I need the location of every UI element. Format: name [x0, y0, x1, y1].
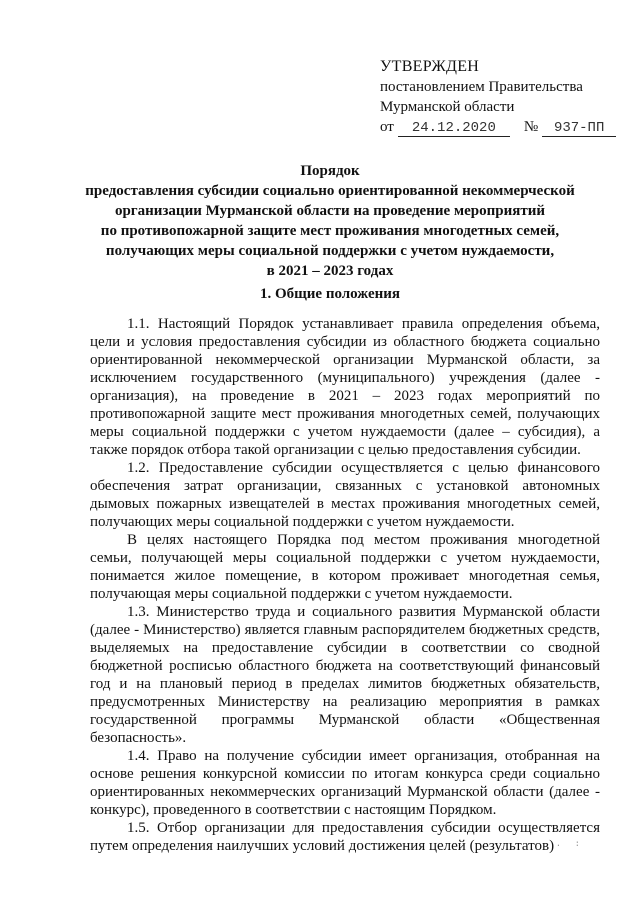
title-line-2: предоставления субсидии социально ориентированной некоммерческой [85, 183, 575, 199]
approval-line-1: постановлением Правительства [380, 79, 583, 95]
document-body [90, 315, 600, 855]
paragraph-1-2: 1.2. Предоставление субсидии осуществляется с целью финансового обеспечения затрат организации, связанных с установкой автономных дымовых пожарных извещателей в местах проживания многодетных семей, получающих меры социальной поддержки с учетом нуждаемости. [90, 460, 600, 530]
title-line-6: в 2021 – 2023 годах [266, 263, 394, 279]
paragraph-1-1: 1.1. Настоящий Порядок устанавливает правила определения объема, цели и условия предоставления субсидии из областного бюджета социально ориентированной некоммерческой организации Мурманской области, за исключением государственного (муниципального) учреждения (далее - организация), на проведение в 2021 – 2023 годах мероприятий по противопожарной защите мест проживания многодетных семей, получающих меры социальной поддержки с учетом нуждаемости (далее – субсидия), а также порядок отбора такой организации с целью предоставления субсидии. [90, 316, 600, 458]
title-line-4: по противопожарной защите мест проживания многодетных семей, [100, 223, 560, 239]
paragraph-1-5: 1.5. Отбор организации для предоставления субсидии осуществляется путем определения наилучших условий достижения целей (результатов) [90, 820, 600, 854]
paragraph-definition: В целях настоящего Порядка под местом проживания многодетной семьи, получающей меры социальной поддержки с учетом нуждаемости, понимается жилое помещение, в котором проживает многодетная семья, получающая меры социальной поддержки с учетом нуждаемости. [90, 532, 600, 602]
title-line-3: организации Мурманской области на проведение мероприятий [114, 203, 546, 219]
paragraph-1-4: 1.4. Право на получение субсидии имеет организация, отобранная на основе решения конкурсной комиссии по итогам конкурса среди социально ориентированных некоммерческих организаций Мурманской области (далее - конкурс), проведенного в соответствии с настоящим Порядком. [90, 748, 600, 818]
approval-date: 24.12.2020 [398, 120, 510, 137]
title-line-5: получающих меры социальной поддержки с учетом нуждаемости, [105, 243, 555, 259]
number-label: № [523, 119, 539, 135]
section-heading: 1. Общие положения [259, 286, 401, 302]
from-label: от [380, 119, 394, 135]
document-title [60, 161, 600, 281]
approval-number: 937-ПП [542, 120, 616, 137]
scan-mark: . : [555, 839, 584, 849]
title-line-1: Порядок [300, 163, 360, 179]
approval-stamp [380, 57, 610, 137]
paragraph-1-3: 1.3. Министерство труда и социального развития Мурманской области (далее - Министерство) является главным распорядителем бюджетных средств, выделяемых на предоставление субсидии в соответствии со сводной бюджетной росписью областного бюджета на соответствующий финансовый год и на плановый период в пределах лимитов бюджетных обязательств, предусмотренных Министерству на реализацию мероприятия в рамках государственной программы Мурманской области «Общественная безопасность». [90, 604, 600, 746]
approval-line-2: Мурманской области [380, 99, 515, 115]
approval-title: УТВЕРЖДЕН [380, 58, 480, 75]
approval-date-number-line [380, 117, 610, 137]
